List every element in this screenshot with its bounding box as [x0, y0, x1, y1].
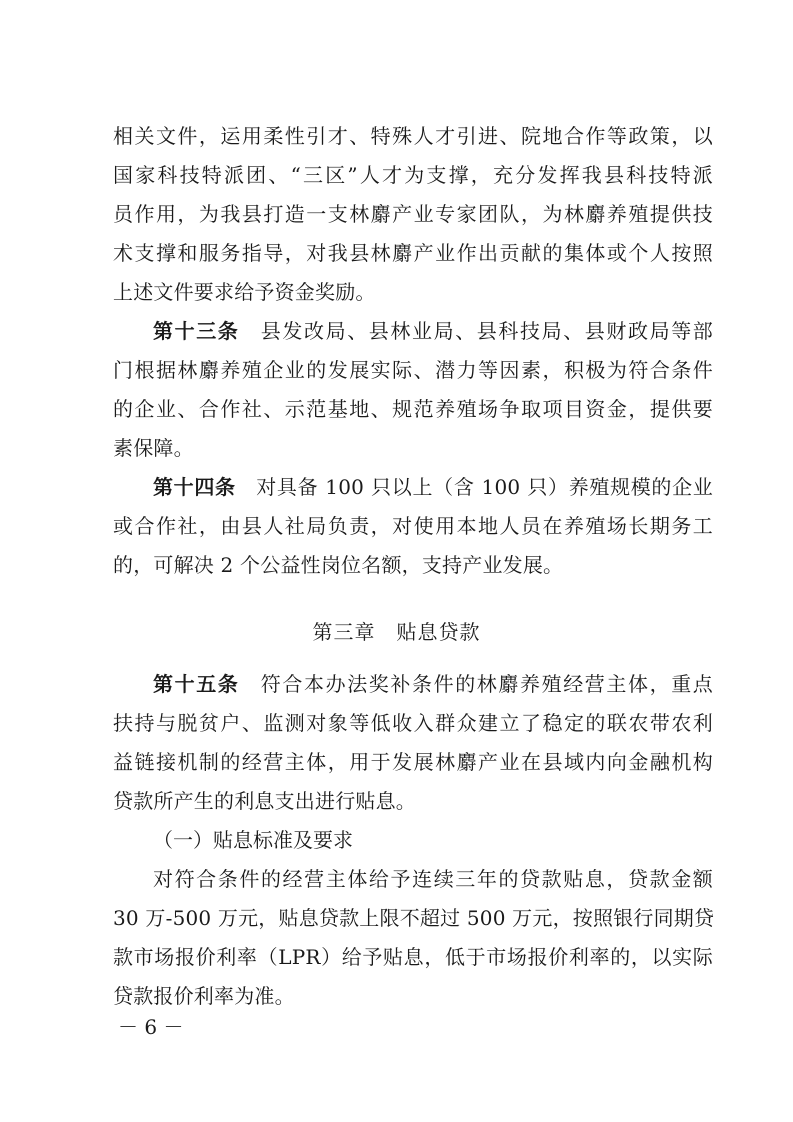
chapter-title: 第三章 贴息贷款	[312, 620, 481, 644]
page-number: － 6 －	[118, 1015, 184, 1039]
paragraph-line: 贷款所产生的利息支出进行贴息。	[113, 789, 416, 813]
paragraph-line: 益链接机制的经营主体，用于发展林麝产业在县域内向金融机构	[113, 750, 713, 774]
article-14-label: 第十四条	[153, 475, 236, 499]
paragraph-line: 门根据林麝养殖企业的发展实际、潜力等因素，积极为符合条件	[113, 358, 713, 382]
article-15-first-line	[153, 672, 713, 696]
paragraph-line: 员作用，为我县打造一支林麝产业专家团队，为林麝养殖提供技	[113, 202, 713, 226]
paragraph-line: 对符合条件的经营主体给予连续三年的贷款贴息，贷款金额	[153, 867, 713, 891]
article-15-text: 符合本办法奖补条件的林麝养殖经营主体，重点	[259, 672, 713, 696]
paragraph-line: 30 万-500 万元，贴息贷款上限不超过 500 万元，按照银行同期贷	[113, 906, 715, 930]
article-14-text: 对具备 100 只以上（含 100 只）养殖规模的企业	[255, 475, 713, 499]
paragraph-line: 或合作社，由县人社局负责，对使用本地人员在养殖场长期务工	[113, 514, 713, 538]
article-13-first-line	[153, 319, 713, 343]
paragraph-line: 上述文件要求给予资金奖励。	[113, 280, 376, 304]
paragraph-line: 术支撑和服务指导，对我县林麝产业作出贡献的集体或个人按照	[113, 241, 713, 265]
section-title: （一）贴息标准及要求	[153, 828, 353, 852]
article-14-first-line	[153, 475, 713, 499]
article-15-label: 第十五条	[153, 672, 240, 696]
paragraph-line: 款市场报价利率（LPR）给予贴息，低于市场报价利率的，以实际	[113, 945, 713, 969]
paragraph-line: 的，可解决 2 个公益性岗位名额，支持产业发展。	[113, 553, 564, 577]
paragraph-line: 相关文件，运用柔性引才、特殊人才引进、院地合作等政策，以	[113, 124, 713, 148]
article-13-label: 第十三条	[153, 319, 240, 343]
article-13-text: 县发改局、县林业局、县科技局、县财政局等部	[259, 319, 713, 343]
paragraph-line: 的企业、合作社、示范基地、规范养殖场争取项目资金，提供要	[113, 397, 713, 421]
paragraph-line: 扶持与脱贫户、监测对象等低收入群众建立了稳定的联农带农利	[113, 711, 713, 735]
paragraph-line: 贷款报价利率为准。	[113, 984, 295, 1008]
paragraph-line: 国家科技特派团、“三区”人才为支撑，充分发挥我县科技特派	[113, 163, 713, 187]
paragraph-line: 素保障。	[113, 436, 194, 460]
